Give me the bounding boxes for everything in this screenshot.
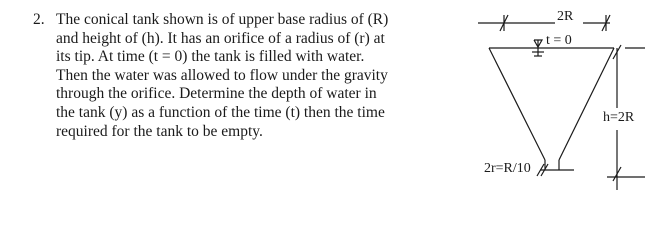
problem-line: required for the tank to be empty. bbox=[56, 122, 263, 140]
problem-line: The conical tank shown is of upper base radius of (R) bbox=[56, 11, 389, 28]
cone-right-wall bbox=[559, 48, 614, 160]
problem-line: its tip. At time (t = 0) the tank is filled with water. bbox=[56, 48, 365, 66]
problem-number: 2. bbox=[33, 11, 45, 28]
top-width-label: 2R bbox=[557, 9, 574, 24]
time-label: t = 0 bbox=[546, 33, 572, 48]
problem-line: through the orifice. Determine the depth of water in bbox=[56, 85, 377, 103]
conical-tank-figure bbox=[470, 0, 666, 232]
orifice-label: 2r=R/10 bbox=[484, 161, 531, 176]
problem-text bbox=[56, 11, 456, 141]
problem-line: Then the water was allowed to flow under the gravity bbox=[56, 66, 388, 84]
problem-line: and height of (h). It has an orifice of a radius of (r) at bbox=[56, 29, 385, 47]
problem-line: the tank (y) as a function of the time (t) then the time bbox=[56, 103, 385, 121]
height-label: h=2R bbox=[603, 110, 635, 125]
cone-left-wall bbox=[489, 48, 545, 160]
